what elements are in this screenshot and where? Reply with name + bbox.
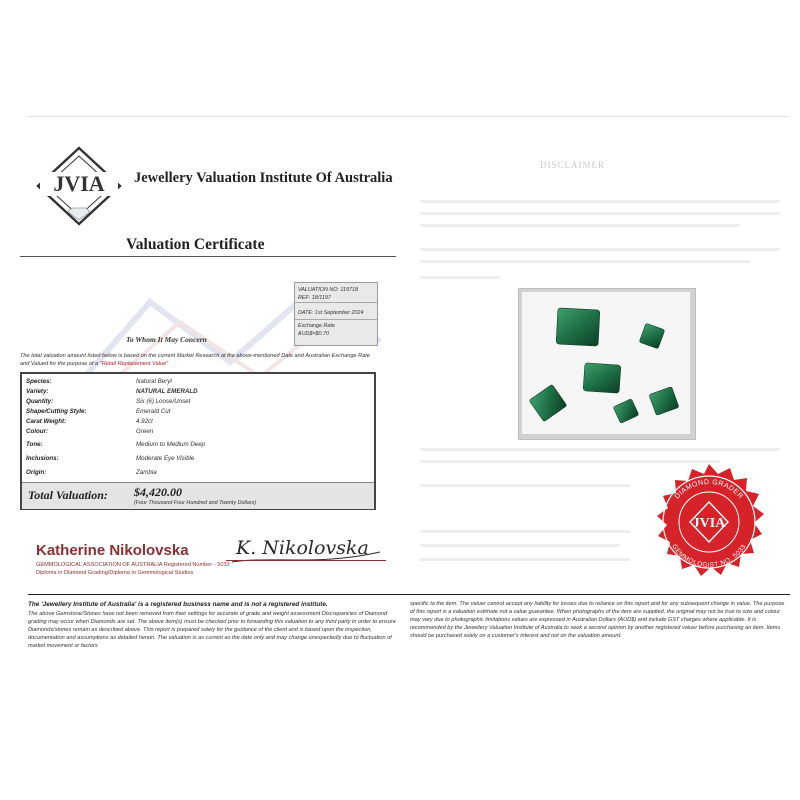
handwritten-signature xyxy=(230,522,390,568)
detail-label: Shape/Cutting Style: xyxy=(26,408,87,415)
svg-text:JVIA: JVIA xyxy=(692,516,726,531)
faint-text-line xyxy=(420,530,630,533)
faint-text-line xyxy=(420,248,780,251)
total-valuation-bar xyxy=(22,482,374,509)
detail-label: Tone: xyxy=(26,441,43,448)
exchange-rate-value: AUD$=$0.70 xyxy=(298,331,330,337)
detail-label: Inclusions: xyxy=(26,455,59,462)
signature-line xyxy=(226,560,386,561)
detail-label: Carat Weight: xyxy=(26,418,67,425)
salutation: To Whom It May Concern xyxy=(126,335,207,344)
faint-text-line xyxy=(420,212,780,215)
faint-text-line xyxy=(420,260,750,263)
detail-label: Quantity: xyxy=(26,398,54,405)
detail-value: Medium to Medium Deep xyxy=(136,441,206,448)
intro-text: The total valuation amount listed below is based on the current Market Research at the above-mentioned Date and Australian Exchange Rate and Valued for the purpose of a xyxy=(20,353,370,367)
faint-text-line xyxy=(420,200,780,203)
footer-left-body: The above Gemstone/Stones have not been removed from their settings for accurate of grade and weight assessment Discrepancies of Diamond grading may occur when Diamonds are set. The above item(s) must be checked prior to forwarding this valuation to any third party in order to ensure Diamonds/stones remain as described above. This report is prepared solely for the guidance of the client and is based upon the inspection, documentation and assumptions as detailed herein. The valuation is as current as the date only and may change unexpectedly due to fluctuation of market movement or factors xyxy=(28,611,396,649)
total-label: Total Valuation: xyxy=(28,488,108,502)
emerald-photo xyxy=(522,292,690,434)
detail-value: Green xyxy=(136,428,154,435)
detail-value: Zambia xyxy=(136,469,157,476)
certificate-title: Valuation Certificate xyxy=(126,236,265,253)
faint-text-line xyxy=(420,558,630,561)
valuation-number: VALUATION NO: 119718 xyxy=(298,287,359,293)
valuer-name: Katherine Nikolovska xyxy=(36,542,189,559)
gem-details-table xyxy=(20,372,376,510)
detail-value: 4.92ct xyxy=(136,418,153,425)
svg-text:GEMMOLOGIST NO. 5033: GEMMOLOGIST NO. 5033 xyxy=(670,543,748,570)
svg-text:JVIA: JVIA xyxy=(53,171,105,196)
registration-number: GEMMOLOGICAL ASSOCIATION OF AUSTRALIA Registered Number - 5033 xyxy=(36,562,230,568)
detail-label: Colour: xyxy=(26,428,48,435)
intro-paragraph xyxy=(20,352,380,368)
title-divider xyxy=(20,256,396,257)
detail-value: NATURAL EMERALD xyxy=(136,388,198,395)
diploma-text: Diploma in Diamond Grading/Diploma in Gemmological Studies xyxy=(36,570,194,576)
detail-label: Species: xyxy=(26,378,52,385)
detail-value: Natural Beryl xyxy=(136,378,172,385)
footer-right-text: specific to the item. The valuer cannot accept any liability for losses due to reliance on this report and for any subsequent change in value. The purpose of this report is a valuation estimate not a value guarantee. When photographs of the item are supplied, the original may not be true to size and colour may vary due to photographic limitations values are expressed in Australian Dollars (AUD$) and include GST charges where applicable. It is recommended by the Jewellery Valuation Institute of Australia to seek a second opinion by another registered valuer before purchasing an item. Items should be purchased solely on a customer's interest and not on the valuation amount. xyxy=(410,601,785,639)
faint-text-line xyxy=(420,484,630,487)
footer-left-text xyxy=(28,600,396,650)
svg-text:DIAMOND GRADER: DIAMOND GRADER xyxy=(673,478,745,501)
faint-text-line xyxy=(420,276,500,279)
total-value: $4,420.00 xyxy=(134,485,182,499)
detail-value: Moderate Eye Visible xyxy=(136,455,195,462)
footer-divider xyxy=(28,594,790,595)
total-in-words: (Four Thousand Four Hundred and Twenty Dollars) xyxy=(134,500,257,506)
reference-number: REF: 18/1197 xyxy=(298,295,331,301)
faint-text-line xyxy=(420,224,740,227)
svg-text:K. Nikolovska: K. Nikolovska xyxy=(236,537,369,559)
faint-text-line xyxy=(420,448,780,451)
footer-title: The 'Jewellery Institute of Australia' is a registered business name and is not a registered institute. xyxy=(28,601,328,608)
purpose-text: "Retail Replacement Value" xyxy=(99,361,169,367)
detail-value: Emerald Cut xyxy=(136,408,171,415)
institute-name: Jewellery Valuation Institute Of Australia xyxy=(134,170,393,186)
valuation-date: DATE: 1st September 2024 xyxy=(295,302,377,319)
disclaimer-heading: DISCLAIMER xyxy=(540,160,606,170)
exchange-rate-label: Exchange Rate xyxy=(295,319,377,330)
detail-value: Six (6) Loose/Unset xyxy=(136,398,191,405)
top-divider xyxy=(28,116,788,117)
detail-label: Variety: xyxy=(26,388,49,395)
detail-label: Origin: xyxy=(26,469,47,476)
gemmologist-seal xyxy=(642,462,776,586)
faint-text-line xyxy=(420,544,620,547)
jvia-logo xyxy=(36,146,122,226)
reference-box xyxy=(294,282,378,346)
